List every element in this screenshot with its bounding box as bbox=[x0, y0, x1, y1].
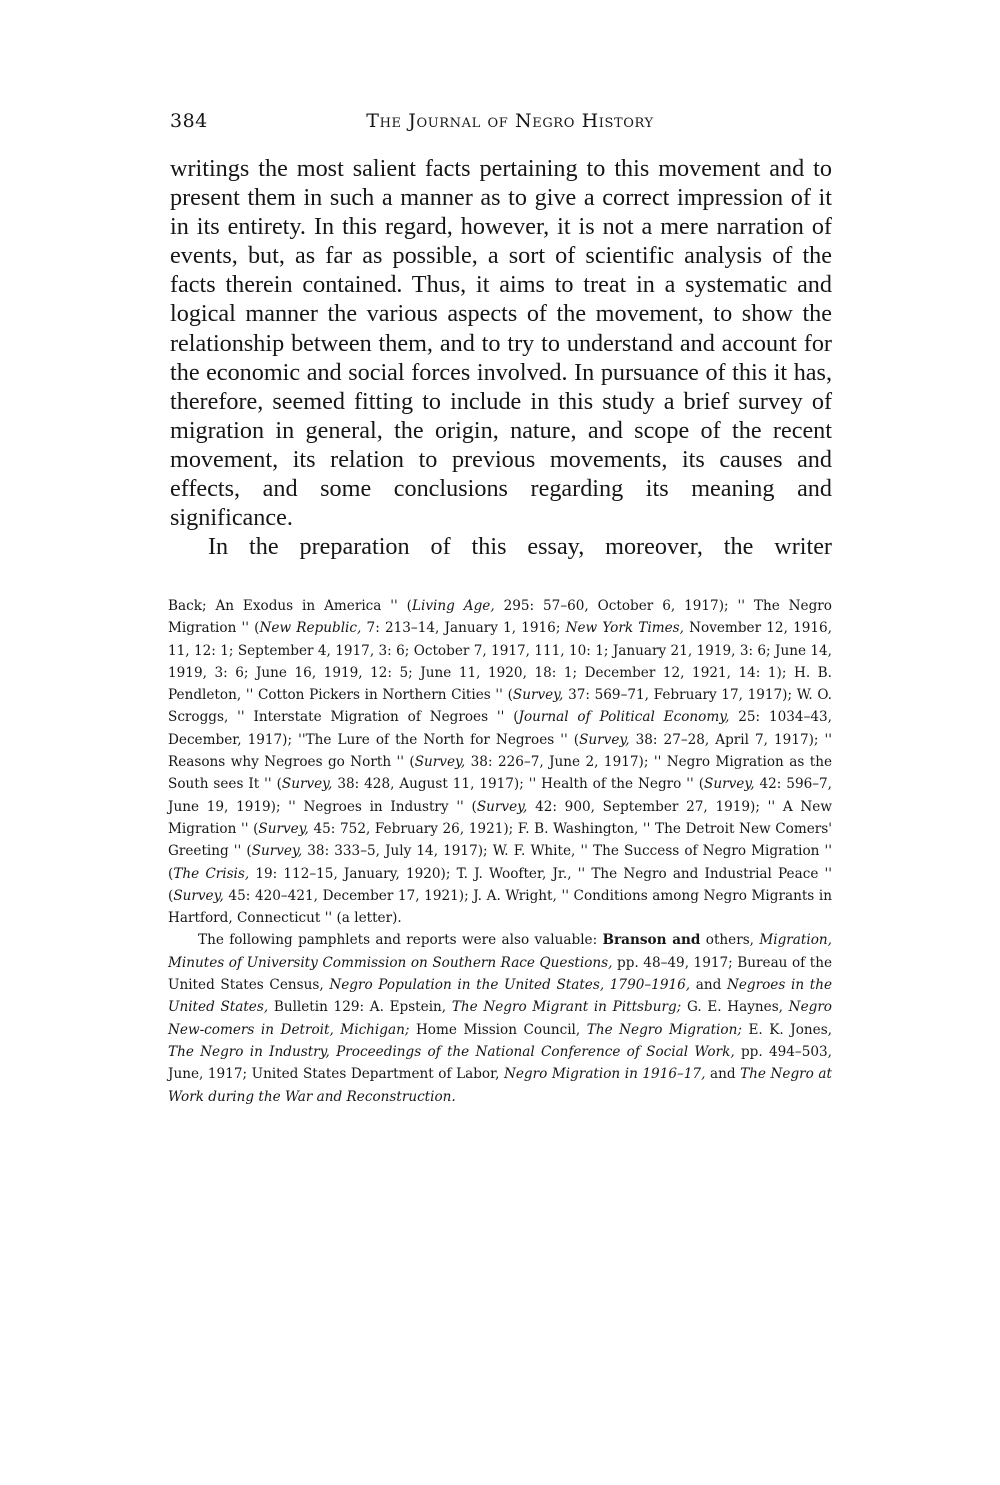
footnotes bbox=[168, 595, 832, 1108]
footnote-author: Branson and bbox=[602, 932, 701, 949]
footnote-citation-title: Survey, bbox=[281, 776, 333, 793]
footnote-text: pp. 48–49, 1917; Bureau of the United States Census, bbox=[168, 954, 832, 994]
footnote-continuation bbox=[168, 595, 832, 929]
footnote-text: 42: 900, September 27, 1919); '' A New Migration '' ( bbox=[168, 798, 832, 837]
footnote-text: 38: 333–5, July 14, 1917); W. F. White, '' The Success of Negro Migration '' ( bbox=[168, 843, 832, 882]
footnote-text: others, bbox=[700, 932, 760, 949]
journal-title: The Journal of Negro History bbox=[366, 110, 654, 132]
footnote-citation-title: The Negro Migrant in Pittsburg; bbox=[451, 999, 682, 1016]
footnote-citation-title: The Negro Migration; bbox=[586, 1021, 742, 1038]
footnote-pamphlets bbox=[168, 929, 832, 1107]
footnote-citation-title: The Negro at Work during the War and Reconstruction. bbox=[168, 1066, 832, 1105]
footnote-citation-title: Living Age, bbox=[412, 598, 495, 614]
footnote-citation-title: Migration, Minutes of University Commission on Southern Race Questions, bbox=[168, 932, 832, 971]
footnote-citation-title: New Republic, bbox=[259, 620, 362, 637]
footnote-citation-title: Survey, bbox=[512, 687, 564, 704]
footnote-text: 19: 112–15, January, 1920); T. J. Woofter, Jr., '' The Negro and Industrial Peace '' ( bbox=[168, 865, 832, 904]
footnote-text: November 12, 1916, 11, 12: 1; September 4, 1917, 3: 6; October 7, 1917, 111, 10: 1; January 21, 1919, 3: 6; June 14, 1919, 3: 6; June 16, 1919, 12: 5; June 11, 1920, 18: 1; December 12, 1921, 14: 1); H. B. Pendleton, '' Cotton Pickers in Northern Cities '' ( bbox=[168, 620, 832, 704]
footnote-citation-title: Negro New-comers in Detroit, Michigan; bbox=[168, 999, 832, 1038]
body-paragraph-1: writings the most salient facts pertaining to this movement and to present them in such a manner as to give a correct impression of it in its entirety. In this regard, however, it is not a mere narration of events, but, as far as possible, a sort of scientific analysis of the facts therein contained. Thus, it aims to treat in a systematic and logical manner the various aspects of the movement, to show the relationship between them, and to try to understand and account for the economic and social forces involved. In pursuance of this it has, therefore, seemed fitting to include in this study a brief survey of migration in general, the origin, nature, and scope of the recent movement, its relation to previous movements, its causes and effects, and some conclusions regarding its meaning and significance. bbox=[170, 155, 832, 532]
footnote-text: Bulletin 129: A. Epstein, bbox=[268, 999, 452, 1016]
page-number: 384 bbox=[170, 110, 208, 132]
footnote-text: and bbox=[705, 1066, 741, 1083]
footnote-citation-title: Survey, bbox=[579, 731, 630, 748]
footnote-text: Home Mission Council, bbox=[409, 1021, 587, 1038]
footnote-citation-title: Survey, bbox=[704, 776, 755, 793]
footnote-citation-title: Survey, bbox=[251, 843, 303, 860]
footnote-citation-title: Survey, bbox=[414, 754, 466, 771]
footnote-citation-title: The Negro in Industry, Proceedings of the National Conference of Social Work, bbox=[168, 1043, 735, 1060]
footnote-text: The following pamphlets and reports were also valuable: bbox=[198, 932, 603, 949]
running-head bbox=[170, 110, 832, 140]
footnote-text: G. E. Haynes, bbox=[681, 999, 789, 1016]
footnote-text: 38: 428, August 11, 1917); '' Health of the Negro '' ( bbox=[332, 776, 705, 793]
footnote-text: 45: 420–421, December 17, 1921); J. A. Wright, '' Conditions among Negro Migrants in Hartford, Connecticut '' (a letter). bbox=[168, 887, 832, 927]
footnote-text: 38: 226–7, June 2, 1917); '' Negro Migration as the South sees It '' ( bbox=[168, 754, 832, 793]
footnote-text: 42: 596–7, June 19, 1919); '' Negroes in Industry '' ( bbox=[168, 776, 833, 815]
footnote-citation-title: Survey, bbox=[258, 820, 309, 837]
footnote-text: 45: 752, February 26, 1921); F. B. Washington, '' The Detroit New Comers' Greeting '' ( bbox=[168, 820, 832, 860]
footnote-citation-title: Negroes in the United States, bbox=[168, 977, 832, 1016]
footnote-text: 37: 569–71, February 17, 1917); W. O. Scroggs, '' Interstate Migration of Negroes '' ( bbox=[168, 687, 833, 726]
footnote-text: Back; An Exodus in America '' ( bbox=[168, 598, 412, 614]
footnote-text: 7: 213–14, January 1, 1916; bbox=[361, 620, 566, 637]
footnote-text: 295: 57–60, October 6, 1917); '' The Negro Migration '' ( bbox=[168, 598, 832, 637]
footnote-text: pp. 494–503, June, 1917; United States Department of Labor, bbox=[168, 1043, 832, 1083]
footnote-citation-title: New York Times, bbox=[565, 620, 684, 637]
footnote-citation-title: Survey, bbox=[173, 887, 224, 904]
body-paragraph-2: In the preparation of this essay, moreover, the writer bbox=[208, 533, 832, 561]
main-text bbox=[170, 154, 832, 561]
footnote-citation-title: Negro Population in the United States, 1790–1916, bbox=[329, 977, 691, 994]
footnote-text: E. K. Jones, bbox=[741, 1021, 832, 1038]
footnote-citation-title: Journal of Political Economy, bbox=[518, 709, 730, 726]
footnote-text: 25: 1034–43, December, 1917); ''The Lure of the North for Negroes '' ( bbox=[168, 709, 832, 748]
footnote-text: 38: 27–28, April 7, 1917); '' Reasons why Negroes go North '' ( bbox=[168, 731, 833, 771]
footnote-text: and bbox=[690, 977, 727, 994]
footnote-citation-title: Survey, bbox=[476, 798, 528, 815]
footnote-citation-title: The Crisis, bbox=[173, 865, 250, 882]
footnote-citation-title: Negro Migration in 1916–17, bbox=[503, 1066, 706, 1083]
